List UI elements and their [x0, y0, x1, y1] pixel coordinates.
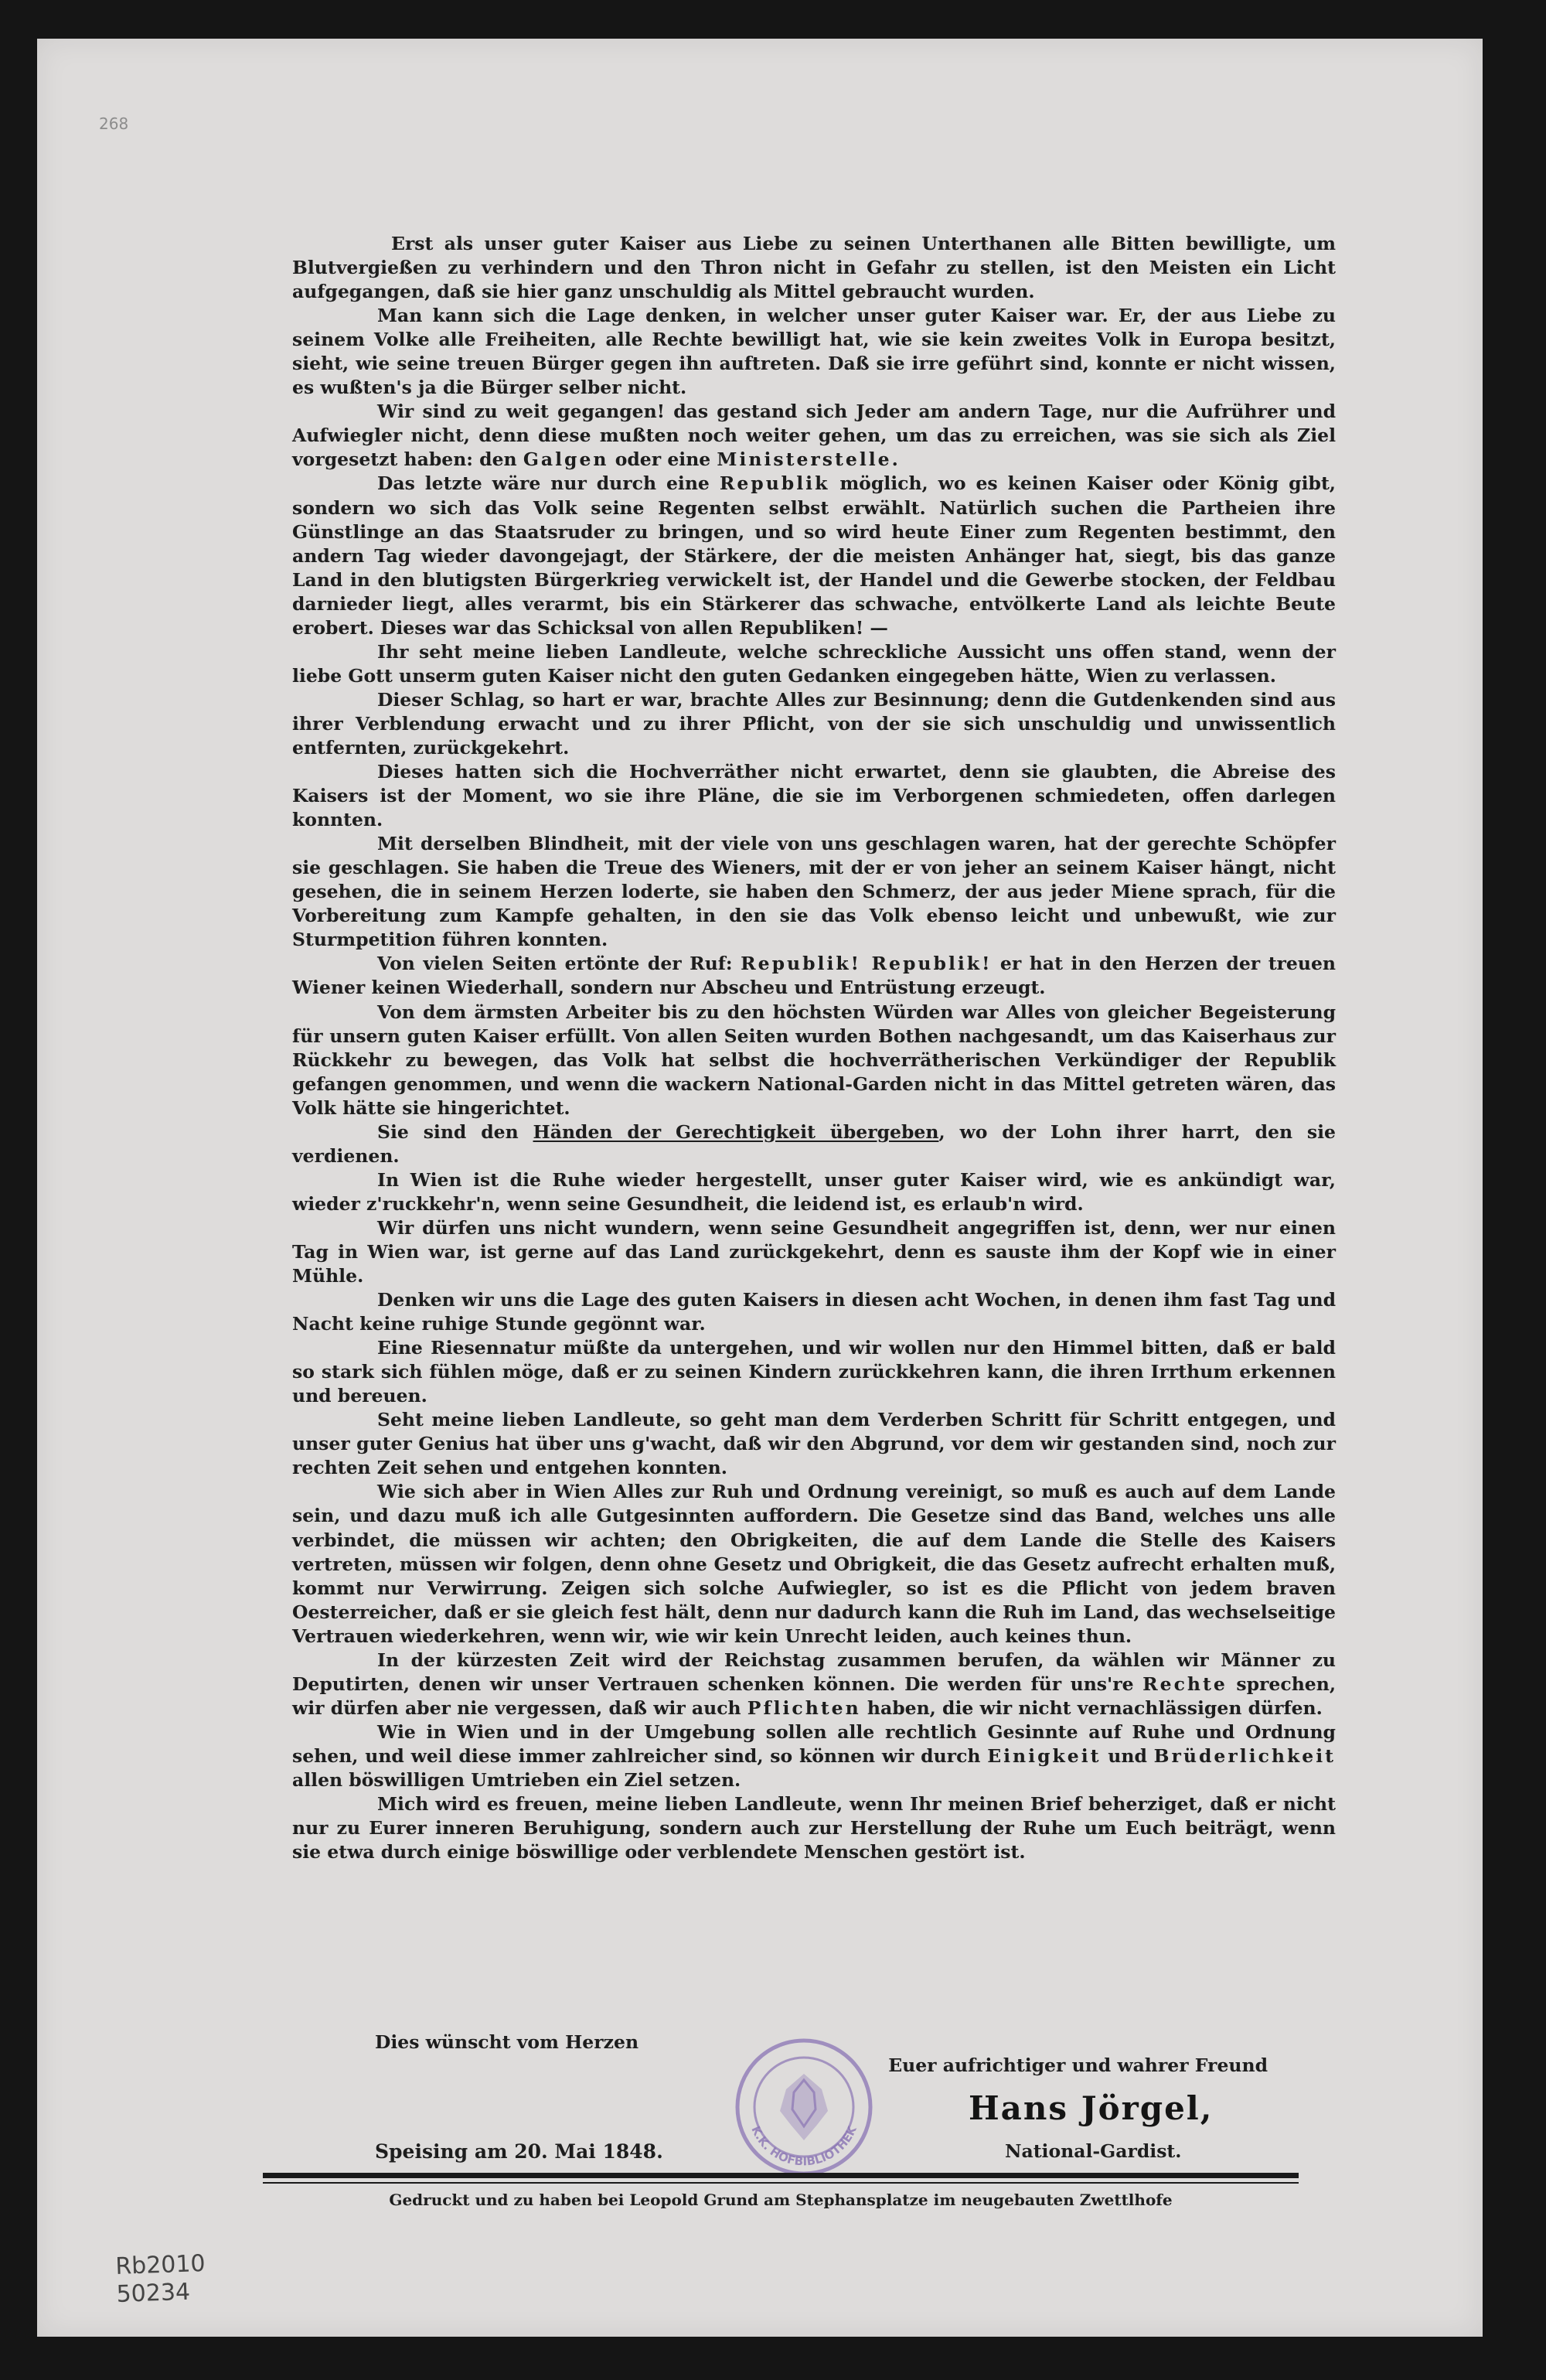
paragraph	[292, 952, 1336, 1000]
emphasized-text: Einigkeit	[987, 1744, 1102, 1767]
text-run: allen böswilligen Umtrieben ein Ziel setzen.	[292, 1769, 741, 1791]
shelfmark-line: 50234	[116, 2278, 191, 2309]
text-run: Von dem ärmsten Arbeiter bis zu den höchsten Würden war Alles von gleicher Begeisterung für unsern guten Kaiser erfüllt. Von allen Seiten wurden Bothen nachgesandt, um das Kaiserhaus zur Rückkehr zu bewegen, das Volk hat selbst die hochverrätherischen Verkündiger der Republik gefangen genommen, und wenn die wackern National-Garden nicht in das Mittel getreten wären, das Volk hätte sie hingerichtet.	[292, 1001, 1336, 1119]
paragraph	[292, 832, 1336, 952]
text-run: Dieser Schlag, so hart er war, brachte Alles zur Besinnung; denn die Gutdenkenden sind aus ihrer Verblendung erwacht und zu ihrer Pflicht, von der sie sich unschuldig und unwissentlich entfernten, zurückgekehrt.	[292, 688, 1336, 759]
text-run: In der kürzesten Zeit wird der Reichstag zusammen berufen, da wählen wir Männer zu Deputirten, denen wir unser Vertrauen schenken können. Die werden für uns're	[292, 1649, 1336, 1695]
text-run: Erst als unser guter Kaiser aus Liebe zu seinen Unterthanen alle Bitten bewilligte, um Blutvergießen zu verhindern und den Thron nicht in Gefahr zu stellen, ist den Meisten ein Licht aufgegangen, daß sie hier ganz unschuldig als Mittel gebraucht wurden.	[292, 233, 1336, 303]
text-run: möglich, wo es keinen Kaiser oder König gibt, sondern wo sich das Volk seine Regenten selbst erwählt. Natürlich suchen die Partheien ihre Günstlinge an das Staatsruder zu bringen, und so wird heute Einer zum Regenten bestimmt, den andern Tag wieder davongejagt, der Stärkere, der die meisten Anhänger hat, siegt, bis das ganze Land in den blutigsten Bürgerkrieg verwickelt ist, der Handel und die Gewerbe stocken, der Feldbau darnieder liegt, alles verarmt, bis ein Stärkerer das schwache, entvölkerte Land als leichte Beute erobert. Dieses war das Schicksal von allen Republiken! —	[292, 472, 1336, 639]
emphasized-text: Republik! Republik!	[741, 953, 993, 975]
stamp-text: K.K. HOFBIBLIOTHEK	[748, 2123, 860, 2169]
text-run: er hat in den Herzen der treuen Wiener keinen Wiederhall, sondern nur Abscheu und Entrüstung erzeugt.	[292, 953, 1337, 999]
signer-rank: National-Gardist.	[1005, 2140, 1182, 2162]
paragraph	[292, 1408, 1336, 1480]
paragraph	[292, 1649, 1336, 1720]
paragraph	[292, 640, 1336, 688]
pencil-page-number: 268	[99, 114, 129, 133]
text-run: In Wien ist die Ruhe wieder hergestellt, unser guter Kaiser wird, wie es ankündigt war, wieder z'ruckkehr'n, wenn seine Gesundheit, die leidend ist, es erlaub'n wird.	[292, 1168, 1336, 1215]
paragraph	[292, 760, 1336, 832]
library-stamp	[732, 2035, 876, 2179]
text-run: Ihr seht meine lieben Landleute, welche schreckliche Aussicht uns offen stand, wenn der liebe Gott unserm guten Kaiser nicht den guten Gedanken eingegeben hätte, Wien zu verlassen.	[292, 640, 1336, 687]
emphasized-text: Galgen	[523, 448, 609, 471]
document-sheet	[37, 39, 1483, 2337]
emphasized-text: Ministerstelle	[717, 448, 892, 471]
paragraph	[292, 304, 1336, 400]
text-run: Eine Riesennatur müßte da untergehen, und wir wollen nur den Himmel bitten, daß er bald so stark sich fühlen möge, daß er zu seinen Kindern zurückkehren kann, die ihren Irrthum erkennen und bereuen.	[292, 1337, 1336, 1407]
friend-line: Euer aufrichtiger und wahrer Freund	[888, 2054, 1268, 2076]
text-run: oder eine	[608, 448, 717, 471]
closing-line: Dies wünscht vom Herzen	[375, 2031, 639, 2053]
text-run: Mit derselben Blindheit, mit der viele von uns geschlagen waren, hat der gerechte Schöpfer sie geschlagen. Sie haben die Treue des Wieners, mit der er von jeher an seinem Kaiser hängt, nicht gesehen, die in seinem Herzen loderte, sie haben den Schmerz, der aus jeder Miene sprach, für die Vorbereitung zum Kampfe gehalten, in den sie das Volk ebenso leicht und unbewußt, wie zur Sturmpetition führen konnten.	[292, 833, 1336, 951]
text-run: Wie in Wien und in der Umgebung sollen alle rechtlich Gesinnte auf Ruhe und Ordnung sehen, und weil diese immer zahlreicher sind, so können wir durch	[292, 1720, 1336, 1767]
text-run: Seht meine lieben Landleute, so geht man dem Verderben Schritt für Schritt entgegen, und unser guter Genius hat über uns g'wacht, daß wir den Abgrund, vor dem wir gestanden sind, noch zur rechten Zeit sehen und entgehen konnten.	[292, 1409, 1336, 1479]
paragraph	[292, 400, 1336, 472]
text-run: Sie sind den	[377, 1120, 533, 1143]
text-run: haben, die wir nicht vernachlässigen dürfen.	[860, 1696, 1323, 1719]
paragraph	[292, 1792, 1336, 1864]
text-run: Denken wir uns die Lage des guten Kaisers in diesen acht Wochen, in denen ihm fast Tag und Nacht keine ruhige Stunde gegönnt war.	[292, 1289, 1336, 1335]
footer-rule-thick	[263, 2173, 1299, 2178]
emphasized-text: Rechte	[1142, 1672, 1228, 1695]
text-run: .	[891, 448, 898, 471]
body-text	[292, 232, 1336, 1864]
text-run: Das letzte wäre nur durch eine	[377, 472, 720, 495]
text-run: sprechen, wir dürfen aber nie vergessen, daß wir auch	[292, 1672, 1336, 1719]
text-run: und	[1101, 1744, 1154, 1767]
underlined-text: Händen der Gerechtigkeit übergeben	[533, 1120, 939, 1143]
text-run: Von vielen Seiten ertönte der Ruf:	[377, 953, 741, 975]
paragraph	[292, 1480, 1336, 1648]
emphasized-text: Brüderlichkeit	[1153, 1744, 1336, 1767]
shelfmark	[115, 2250, 207, 2309]
text-run: , wo der Lohn ihrer harrt, den sie verdienen.	[292, 1120, 1336, 1167]
paragraph	[292, 1120, 1336, 1168]
paragraph	[292, 472, 1336, 639]
emphasized-text: Republik	[719, 472, 830, 495]
paragraph	[292, 1001, 1336, 1120]
footer-rule-thin	[263, 2182, 1299, 2184]
text-run: Wie sich aber in Wien Alles zur Ruh und Ordnung vereinigt, so muß es auch auf dem Lande sein, und dazu muß ich alle Gutgesinnten auffordern. Die Gesetze sind das Band, welches uns alle verbindet, die müssen wir achten; den Obrigkeiten, die auf dem Lande die Stelle des Kaisers vertreten, müssen wir folgen, denn ohne Gesetz und Obrigkeit, die das Gesetz aufrecht erhalten muß, kommt nur Verwirrung. Zeigen sich solche Aufwiegler, so ist es die Pflicht von jedem braven Oesterreicher, daß er sie gleich fest hält, denn nur dadurch kann die Ruh im Land, das wechselseitige Vertrauen wiederkehren, wenn wir, wie wir kein Unrecht leiden, auch keines thun.	[292, 1481, 1336, 1647]
shelfmark-line: Rb2010	[114, 2249, 206, 2281]
paragraph	[292, 232, 1336, 304]
paragraph	[292, 1216, 1336, 1288]
place-date: Speising am 20. Mai 1848.	[375, 2140, 663, 2163]
emphasized-text: Pflichten	[747, 1696, 861, 1719]
paragraph	[292, 1288, 1336, 1336]
paragraph	[292, 1336, 1336, 1408]
paragraph	[292, 688, 1336, 760]
text-run: Wir sind zu weit gegangen! das gestand sich Jeder am andern Tage, nur die Aufrührer und Aufwiegler nicht, denn diese mußten noch weiter gehen, um das zu erreichen, was sie sich als Ziel vorgesetzt haben: den	[292, 401, 1336, 471]
text-run: Dieses hatten sich die Hochverräther nicht erwartet, denn sie glaubten, die Abreise des Kaisers ist der Moment, wo sie ihre Pläne, die sie im Verborgenen schmiedeten, offen darlegen konnten.	[292, 761, 1336, 831]
text-run: Wir dürfen uns nicht wundern, wenn seine Gesundheit angegriffen ist, denn, wer nur einen Tag in Wien war, ist gerne auf das Land zurückgekehrt, denn es sauste ihm der Kopf wie in einer Mühle.	[292, 1216, 1336, 1287]
text-run: Mich wird es freuen, meine lieben Landleute, wenn Ihr meinen Brief beherziget, daß er nicht nur zu Eurer inneren Beruhigung, sondern auch zur Herstellung der Ruhe um Euch beiträgt, wenn sie etwa durch einige böswillige oder verblendete Menschen gestört ist.	[292, 1793, 1336, 1863]
printer-imprint: Gedruckt und zu haben bei Leopold Grund am Stephansplatze im neugebauten Zwettlhofe	[389, 2191, 1173, 2209]
paragraph	[292, 1720, 1336, 1792]
signature-name: Hans Jörgel,	[969, 2089, 1214, 2127]
paragraph	[292, 1168, 1336, 1216]
text-run: Man kann sich die Lage denken, in welcher unser guter Kaiser war. Er, der aus Liebe zu seinem Volke alle Freiheiten, alle Rechte bewilligt hat, wie sie kein zweites Volk in Europa besitzt, sieht, wie seine treuen Bürger gegen ihn auftreten. Daß sie irre geführt sind, konnte er nicht wissen, es wußten's ja die Bürger selber nicht.	[292, 305, 1336, 399]
